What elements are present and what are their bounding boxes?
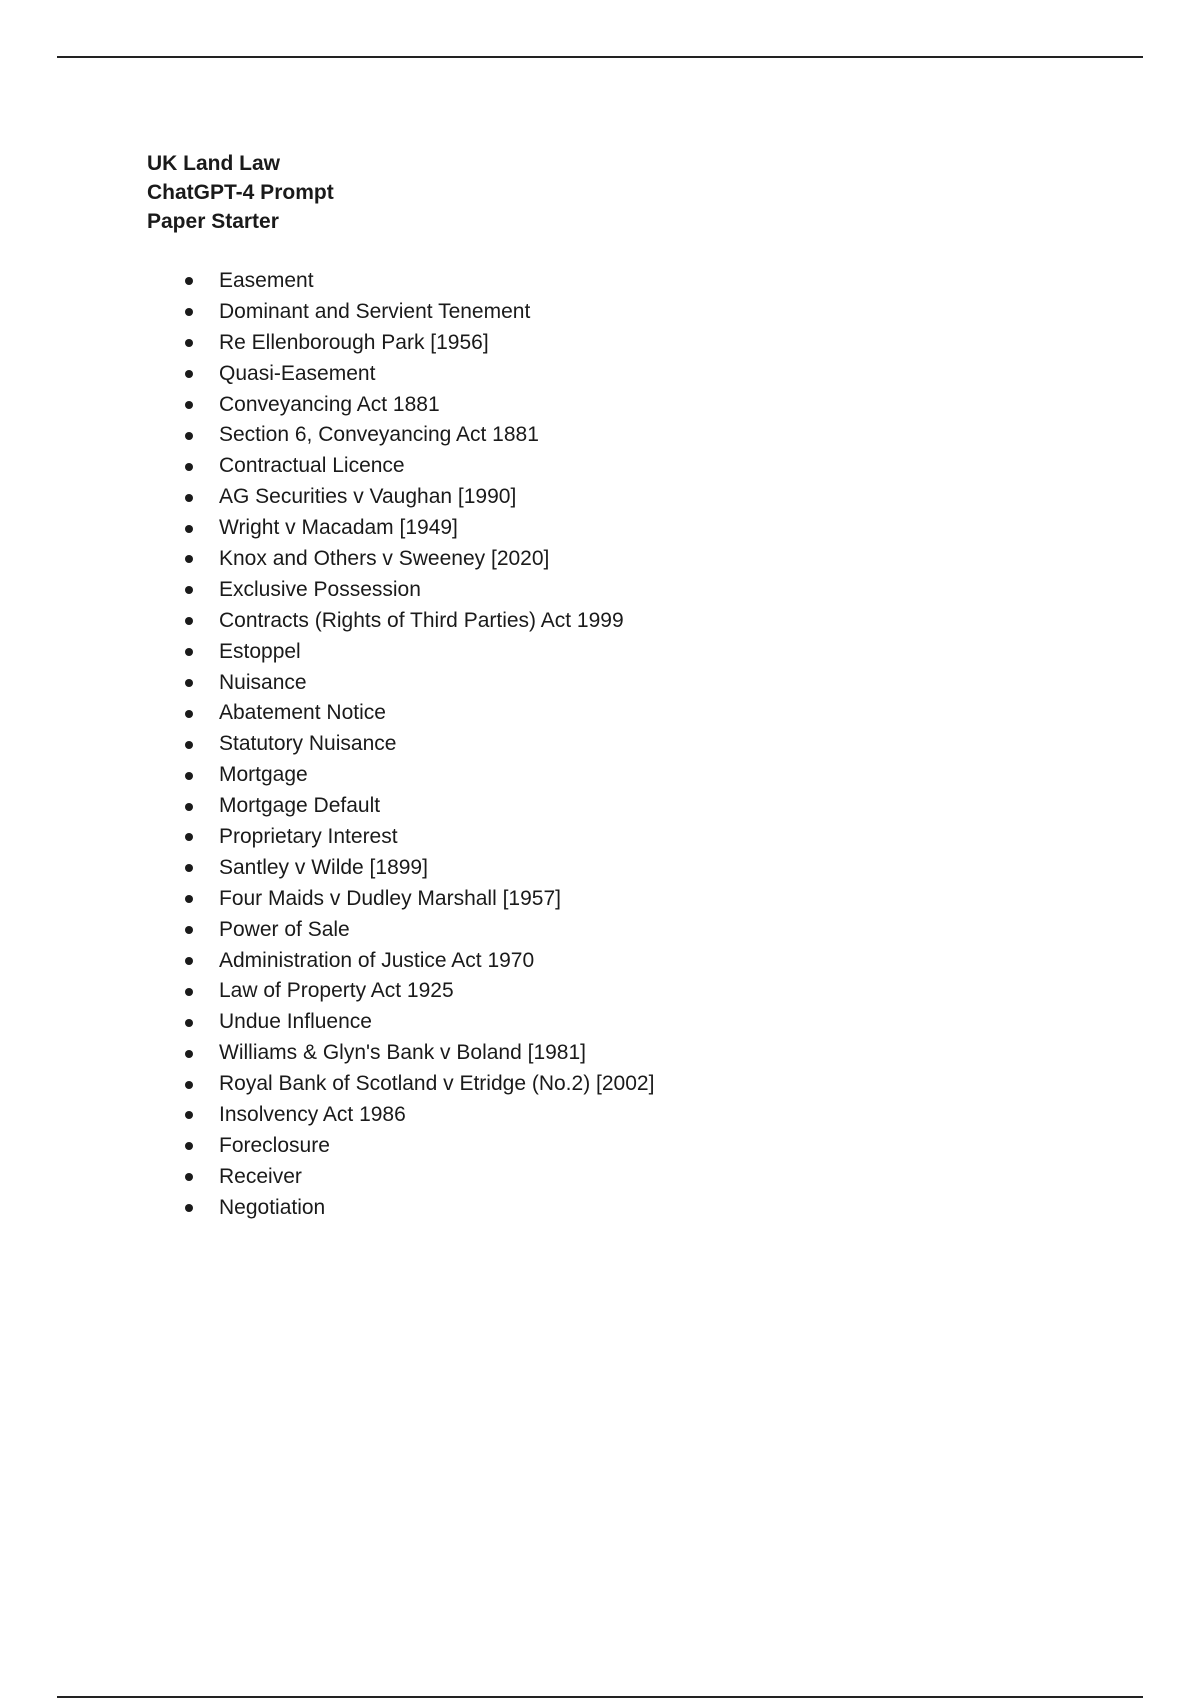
list-item-text: Santley v Wilde [1899]: [219, 855, 428, 879]
bullet-icon: [185, 432, 193, 440]
list-item-text: Proprietary Interest: [219, 825, 398, 849]
top-rule: [57, 56, 1143, 58]
bullet-icon: [185, 1142, 193, 1150]
list-item-text: Contracts (Rights of Third Parties) Act 1999: [219, 608, 624, 632]
bullet-icon: [185, 833, 193, 841]
list-item-text: Four Maids v Dudley Marshall [1957]: [219, 886, 561, 910]
bullet-icon: [185, 926, 193, 934]
list-item-text: Re Ellenborough Park [1956]: [219, 330, 489, 354]
heading-title: UK Land Law: [147, 152, 281, 175]
bullet-icon: [185, 803, 193, 811]
bullet-icon: [185, 463, 193, 471]
list-item-text: Insolvency Act 1986: [219, 1103, 406, 1127]
list-item-text: Receiver: [219, 1164, 302, 1188]
list-item-text: Abatement Notice: [219, 701, 386, 725]
document-heading: [147, 149, 334, 236]
bullet-icon: [185, 525, 193, 533]
bullet-icon: [185, 1019, 193, 1027]
heading-type: Paper Starter: [147, 210, 279, 233]
bottom-rule: [57, 1696, 1143, 1698]
list-item-text: Estoppel: [219, 639, 301, 663]
list-item-text: Williams & Glyn's Bank v Boland [1981]: [219, 1041, 586, 1065]
list-item-text: Power of Sale: [219, 917, 350, 941]
list-item-text: Nuisance: [219, 670, 307, 694]
bullet-icon: [185, 895, 193, 903]
bullet-icon: [185, 957, 193, 965]
bullet-icon: [185, 586, 193, 594]
list-item-text: Quasi-Easement: [219, 361, 376, 385]
bullet-icon: [185, 1050, 193, 1058]
heading-subtitle: ChatGPT-4 Prompt: [147, 181, 334, 204]
bullet-icon: [185, 741, 193, 749]
list-item-text: Administration of Justice Act 1970: [219, 948, 535, 972]
bullet-icon: [185, 1173, 193, 1181]
list-item-text: Section 6, Conveyancing Act 1881: [219, 423, 539, 447]
list-item-text: AG Securities v Vaughan [1990]: [219, 485, 517, 509]
bullet-icon: [185, 277, 193, 285]
list-item-text: Mortgage: [219, 763, 308, 787]
bullet-icon: [185, 679, 193, 687]
bullet-icon: [185, 772, 193, 780]
list-item-text: Foreclosure: [219, 1133, 330, 1157]
bullet-icon: [185, 555, 193, 563]
bullet-icon: [185, 710, 193, 718]
list-item-text: Knox and Others v Sweeney [2020]: [219, 547, 550, 571]
list-item-text: Conveyancing Act 1881: [219, 392, 440, 416]
bullet-icon: [185, 1081, 193, 1089]
list-item-text: Negotiation: [219, 1195, 326, 1219]
list-item-text: Exclusive Possession: [219, 577, 421, 601]
list-item-text: Law of Property Act 1925: [219, 979, 454, 1003]
list-item-text: Mortgage Default: [219, 794, 381, 818]
bullet-icon: [185, 988, 193, 996]
bullet-icon: [185, 1111, 193, 1119]
list-item-text: Wright v Macadam [1949]: [219, 516, 458, 540]
bullet-icon: [185, 617, 193, 625]
bullet-icon: [185, 339, 193, 347]
bullet-icon: [185, 308, 193, 316]
list-item-text: Dominant and Servient Tenement: [219, 299, 531, 323]
list-item-text: Contractual Licence: [219, 454, 405, 478]
bullet-icon: [185, 648, 193, 656]
bullet-icon: [185, 494, 193, 502]
bullet-icon: [185, 864, 193, 872]
list-item-text: Undue Influence: [219, 1010, 372, 1034]
list-item-text: Royal Bank of Scotland v Etridge (No.2) [2002]: [219, 1072, 655, 1096]
list-item-text: Easement: [219, 269, 314, 292]
bullet-icon: [185, 1204, 193, 1212]
list-item-text: Statutory Nuisance: [219, 732, 397, 756]
bullet-icon: [185, 370, 193, 378]
bullet-icon: [185, 401, 193, 409]
